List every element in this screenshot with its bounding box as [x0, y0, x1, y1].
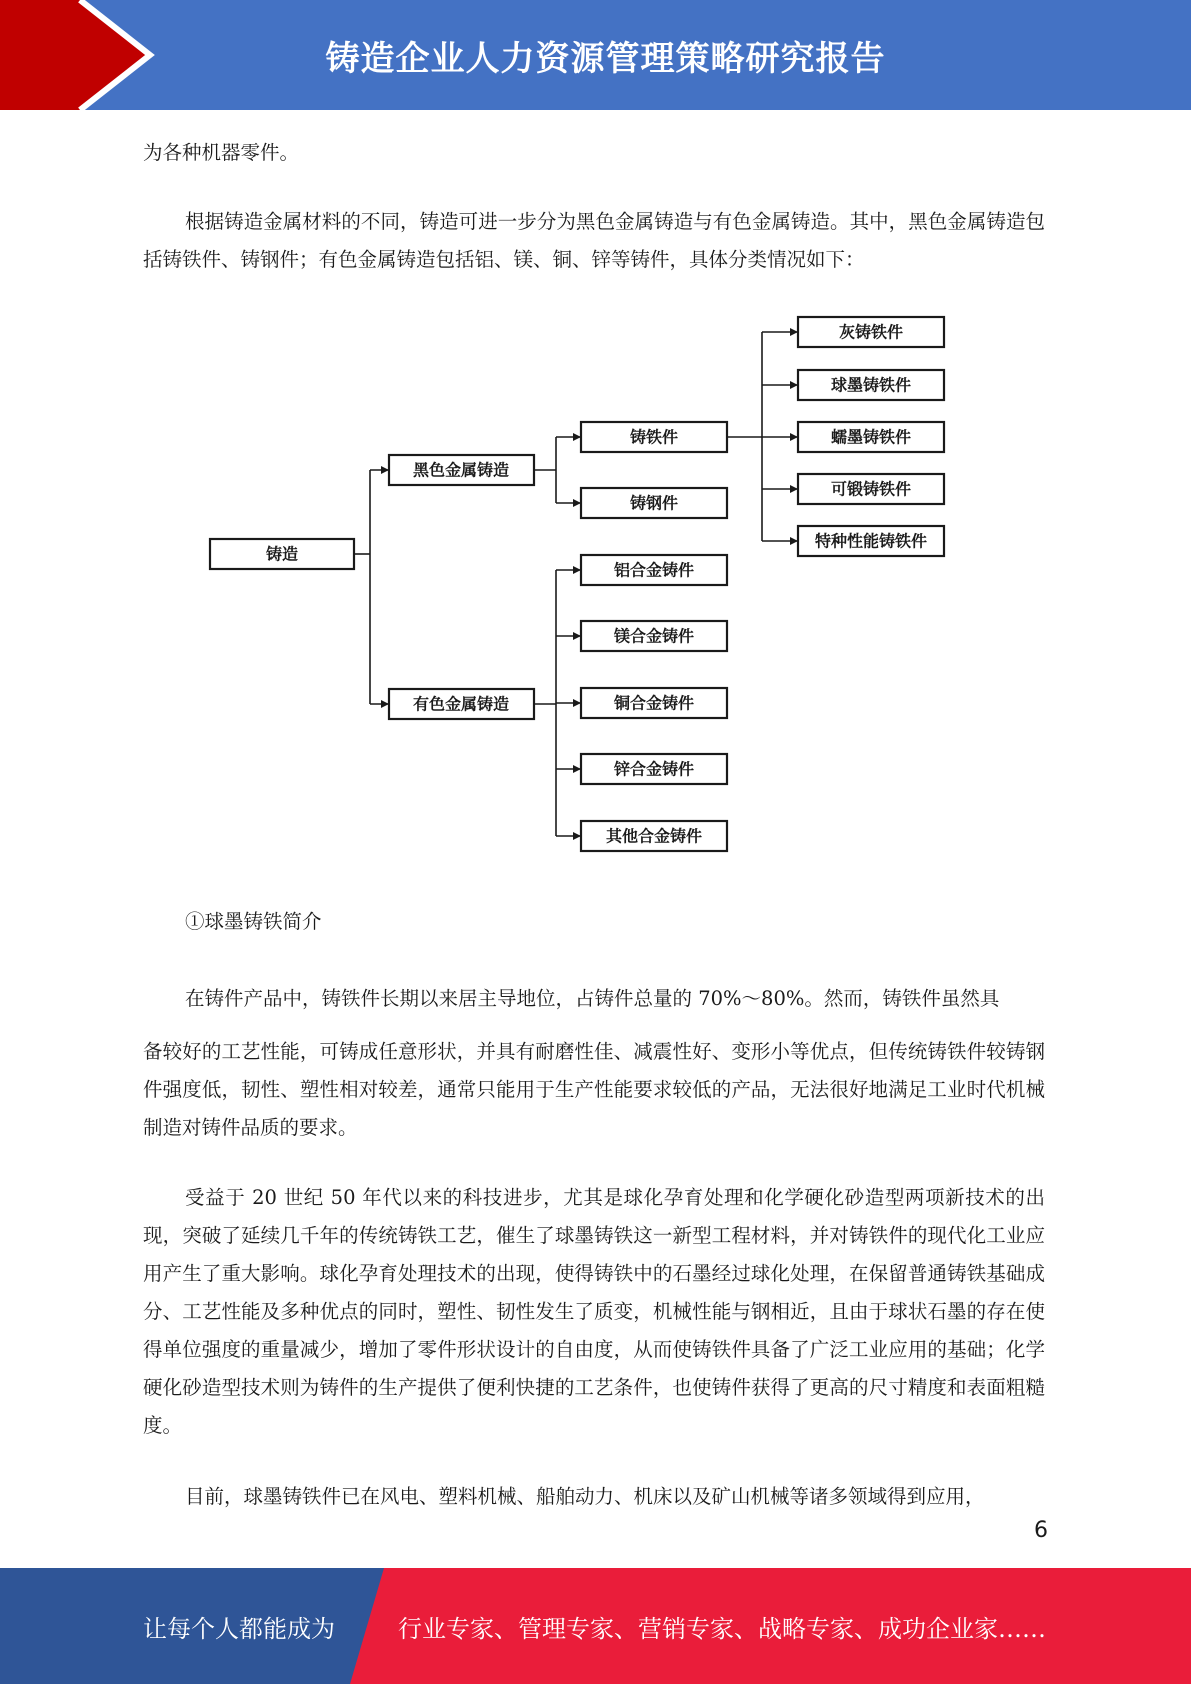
node-iron-type — [798, 317, 944, 347]
node-alloy-type — [581, 621, 727, 651]
page-header — [0, 0, 1191, 110]
node-ferrous-label: 黑色金属铸造 — [412, 460, 510, 480]
paragraph-intro-line: 在铸件产品中，铸铁件长期以来居主导地位，占铸件总量的 70%～80%。然而，铸铁件虽然具 — [185, 987, 1000, 1010]
paragraph-ductile-iron-history: 受益于 20 世纪 50 年代以来的科技进步，尤其是球化孕育处理和化学硬化砂造型两项新技术的出现，突破了延续几千年的传统铸铁工艺，催生了球墨铸铁这一新型工程材料，并对铸铁件的现代化工业应用产生了重大影响。球化孕育处理技术的出现，使得铸铁中的石墨经过球化处理，在保留普通铸铁基础成分、工艺性能及多种优点的同时，塑性、韧性发生了质变，机械性能与钢相近，且由于球状石墨的存在使得单位强度的重量减少，增加了零件形状设计的自由度，从而使铸铁件具备了广泛工业应用的基础；化学硬化砂造型技术则为铸件的生产提供了便利快捷的工艺条件，也使铸件获得了更高的尺寸精度和表面粗糙度。 — [143, 1186, 1045, 1437]
paragraph-continuation: 为各种机器零件。 — [143, 141, 300, 164]
paragraph-applications: 目前，球墨铸铁件已在风电、塑料机械、船舶动力、机床以及矿山机械等诸多领域得到应用， — [185, 1485, 985, 1508]
node-iron-type — [798, 526, 944, 556]
node-cast-iron — [581, 422, 727, 452]
page-number: 6 — [1034, 1518, 1048, 1543]
node-root — [210, 539, 354, 569]
node-ferrous — [389, 455, 534, 485]
connector-root — [354, 470, 388, 704]
node-alloy-type — [581, 754, 727, 784]
node-iron-type — [798, 370, 944, 400]
node-alloy-type-label: 锌合金铸件 — [613, 759, 695, 779]
node-iron-type — [798, 422, 944, 452]
report-title: 铸造企业人力资源管理策略研究报告 — [325, 38, 886, 79]
node-alloy-type — [581, 821, 727, 851]
node-alloy-type-label: 镁合金铸件 — [613, 626, 695, 646]
node-nonferrous — [389, 689, 534, 719]
footer-slogan-left: 让每个人都能成为 — [143, 1614, 335, 1643]
node-iron-type-label: 特种性能铸铁件 — [814, 531, 928, 551]
paragraph-cast-iron-properties: 备较好的工艺性能，可铸成任意形状，并具有耐磨性佳、减震性好、变形小等优点，但传统铸铁件较铸钢件强度低，韧性、塑性相对较差，通常只能用于生产性能要求较低的产品，无法很好地满足工业时代机械制造对铸件品质的要求。 — [143, 1040, 1045, 1139]
paragraph-classification: 根据铸造金属材料的不同，铸造可进一步分为黑色金属铸造与有色金属铸造。其中，黑色金属铸造包括铸铁件、铸钢件；有色金属铸造包括铝、镁、铜、锌等铸件，具体分类情况如下： — [143, 210, 1045, 271]
node-cast-iron-label: 铸铁件 — [629, 427, 679, 447]
node-alloy-type-label: 铝合金铸件 — [613, 560, 695, 580]
connector-cast-iron — [727, 332, 797, 541]
connector-ferrous — [534, 437, 580, 503]
node-iron-type-label: 灰铸铁件 — [838, 322, 904, 342]
node-nonferrous-label: 有色金属铸造 — [412, 694, 510, 714]
page-footer — [0, 1568, 1191, 1684]
node-alloy-type-label: 其他合金铸件 — [605, 826, 703, 846]
node-iron-type-label: 球墨铸铁件 — [830, 375, 912, 395]
node-cast-steel — [581, 488, 727, 518]
node-iron-type-label: 蠕墨铸铁件 — [830, 427, 912, 447]
node-alloy-type-label: 铜合金铸件 — [613, 693, 695, 713]
node-alloy-type — [581, 555, 727, 585]
casting-classification-diagram — [0, 300, 1191, 860]
section-heading: ①球墨铸铁简介 — [185, 910, 322, 933]
connector-nonferrous — [534, 570, 580, 836]
footer-slogan-right: 行业专家、管理专家、营销专家、战略专家、成功企业家…… — [398, 1614, 1046, 1643]
node-iron-type-label: 可锻铸铁件 — [830, 479, 912, 499]
node-alloy-type — [581, 688, 727, 718]
node-cast-steel-label: 铸钢件 — [629, 493, 679, 513]
node-root-label: 铸造 — [265, 544, 299, 564]
node-iron-type — [798, 474, 944, 504]
